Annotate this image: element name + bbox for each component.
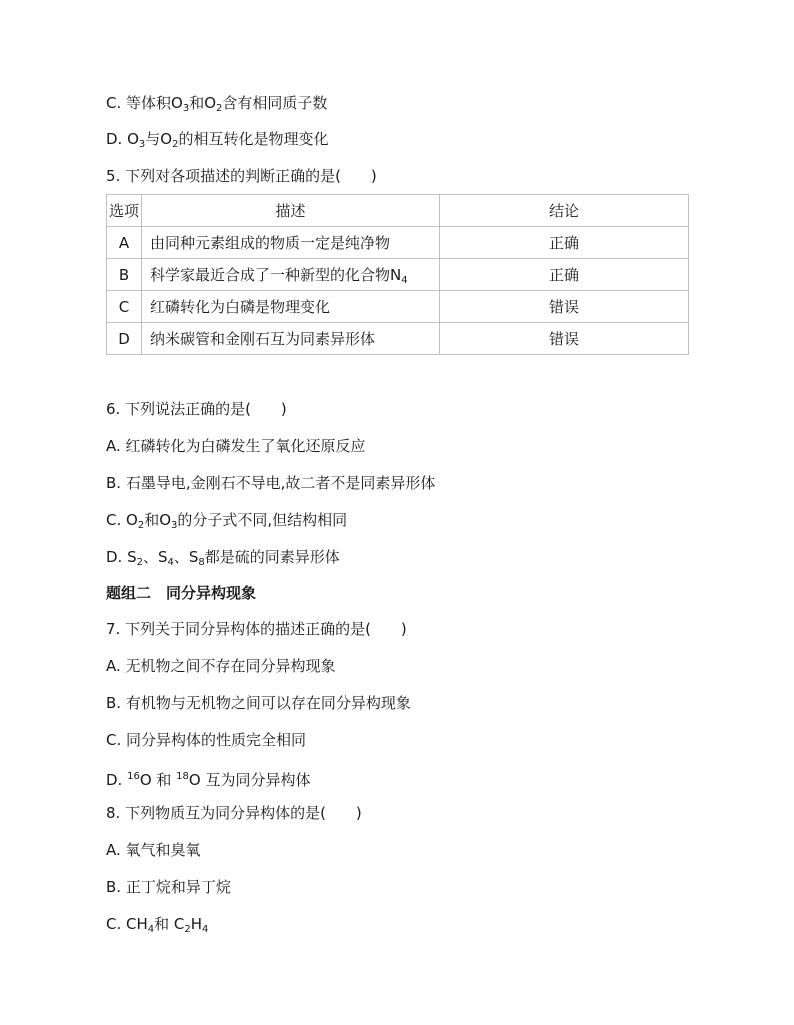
table-header-row <box>107 195 689 227</box>
header-option: 选项 <box>107 195 142 227</box>
question-7-stem: 7. 下列关于同分异构体的描述正确的是( ) <box>106 620 407 638</box>
question-8-option-b: B. 正丁烷和异丁烷 <box>106 878 231 896</box>
question-7-option-d: D. $^{16}$O 和 $^{18}$O 互为同分异构体 <box>106 771 311 789</box>
line-q4-option-c: C. 等体积$O_3$和$O_2$含有相同质子数 <box>106 94 328 114</box>
row-option: C <box>107 291 142 323</box>
header-description: 描述 <box>142 195 440 227</box>
row-option: A <box>107 227 142 259</box>
question-8-option-c: C. $CH_4$和 $C_2H_4$ <box>106 915 209 935</box>
row-description: 科学家最近合成了一种新型的化合物$N_4$ <box>142 259 440 291</box>
table-row <box>107 227 689 259</box>
row-option: B <box>107 259 142 291</box>
table-row <box>107 323 689 355</box>
table-row <box>107 259 689 291</box>
header-conclusion: 结论 <box>440 195 689 227</box>
group-2-heading: 题组二 同分异构现象 <box>106 584 257 602</box>
question-6-option-d: D. $S_2$、$S_4$、$S_8$都是硫的同素异形体 <box>106 548 340 568</box>
question-6-option-c: C. $O_2$和$O_3$的分子式不同,但结构相同 <box>106 511 348 531</box>
question-5-stem: 5. 下列对各项描述的判断正确的是( ) <box>106 167 377 185</box>
question-7-option-a: A. 无机物之间不存在同分异构现象 <box>106 657 336 675</box>
row-conclusion: 正确 <box>440 227 689 259</box>
row-conclusion: 错误 <box>440 291 689 323</box>
question-5-table <box>106 194 689 355</box>
question-8-stem: 8. 下列物质互为同分异构体的是( ) <box>106 804 362 822</box>
question-8-option-a: A. 氧气和臭氧 <box>106 841 201 859</box>
question-6-option-a: A. 红磷转化为白磷发生了氧化还原反应 <box>106 437 366 455</box>
row-conclusion: 错误 <box>440 323 689 355</box>
question-7-option-b: B. 有机物与无机物之间可以存在同分异构现象 <box>106 694 411 712</box>
row-description: 纳米碳管和金刚石互为同素异形体 <box>142 323 440 355</box>
row-description: 由同种元素组成的物质一定是纯净物 <box>142 227 440 259</box>
question-7-option-c: C. 同分异构体的性质完全相同 <box>106 731 307 749</box>
question-6-stem: 6. 下列说法正确的是( ) <box>106 400 287 418</box>
row-conclusion: 正确 <box>440 259 689 291</box>
line-q4-option-d: D. $O_3$与$O_2$的相互转化是物理变化 <box>106 130 329 150</box>
row-option: D <box>107 323 142 355</box>
question-6-option-b: B. 石墨导电,金刚石不导电,故二者不是同素异形体 <box>106 474 436 492</box>
table-row <box>107 291 689 323</box>
row-description: 红磷转化为白磷是物理变化 <box>142 291 440 323</box>
